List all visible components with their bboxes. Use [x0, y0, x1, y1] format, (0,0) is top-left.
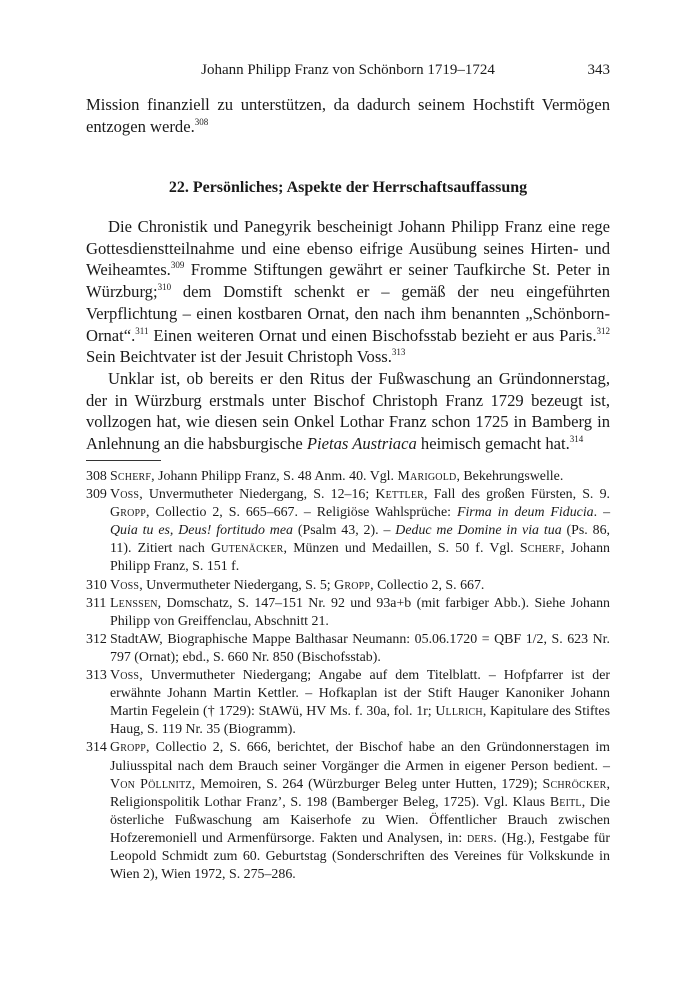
footnote-310: 310 Voss, Unvermutheter Niedergang, S. 5; Gropp, Collectio 2, S. 667.: [86, 577, 610, 595]
footnote-ref-312[interactable]: 312: [596, 325, 610, 336]
footnotes: [86, 468, 610, 884]
italic-term: Pietas Austriaca: [306, 434, 417, 454]
footnote-313: 313 Voss, Unvermutheter Niedergang; Angabe auf dem Titelblatt. – Hofpfarrer ist der erwähnte Johann Martin Kettler. – Hofkaplan ist der Stift Hauger Kanoniker Johann Martin Fegelein († 1729): StAWü, HV Ms. f. 30a, fol. 1r; Ullrich, Kapitulare des Stiftes Haug, S. 119 Nr. 35 (Biogramm).: [86, 668, 610, 738]
footnote-number: 311: [86, 595, 107, 611]
footnote-ref-313[interactable]: 313: [391, 347, 406, 358]
footnote-309: 309 Voss, Unvermutheter Niedergang, S. 12–16; Kettler, Fall des großen Fürsten, S. 9. Gropp, Collectio 2, S. 665–667. – Religiöse Wahlsprüche: Firma in deum Fiducia. – Quia tu es, Deus! fortitudo mea (Psalm 43, 2). – Deduc me Domine in via tua (Ps. 86, 11). Zitiert nach Gutenäcker, Münzen und Medaillen, S. 50 f. Vgl. Scherf, Johann Philipp Franz, S. 151 f.: [86, 487, 611, 575]
footnote-314: 314 Gropp, Collectio 2, S. 666, berichtet, der Bischof habe an den Gründonnerstagen im Juliusspital nach dem Brauch seiner Vorgänger die Armen in eigener Person bedient. – Von Pöllnitz, Memoiren, S. 264 (Würzburger Beleg unter Hutten, 1729); Schröcker, Religionspolitik Lothar Franz’, S. 198 (Bamberger Beleg, 1725). Vgl. Klaus Beitl, Die österliche Fußwaschung am Kaiserhofe zu Wien. Öffentlicher Brauch zwischen Hofzeremoniell und Armenfürsorge. Fakten und Analysen, in: ders. (Hg.), Festgabe für Leopold Schmidt zum 60. Geburtstag (Sonderschriften des Vereines für Volkskunde in Wien 2), Wien 1972, S. 275–286.: [86, 740, 611, 883]
footnote-312: 312 StadtAW, Biographische Mappe Balthasar Neumann: 05.06.1720 = QBF 1/2, S. 623 Nr. 797 (Ornat); ebd., S. 660 Nr. 850 (Bischofsstab).: [86, 631, 610, 665]
running-title: Johann Philipp Franz von Schönborn 1719–1724: [201, 62, 495, 78]
footnote-number: 314: [86, 740, 107, 756]
footnote-ref-311[interactable]: 311: [135, 325, 149, 336]
paragraph-devotion: Die Chronistik und Panegyrik bescheinigt Johann Philipp Franz eine rege Gottesdienstteilnahme und eine ebenso eifrige Ausübung seines Hirten- und Weiheamtes.$^{309}$ Fromme Stiftungen gewährt er seiner Taufkirche St. Peter in Würzburg;$^{310}$ dem Domstift schenkt er – gemäß der neu eingeführten Verpflichtung – einen kostbaren Ornat, den nach ihm benannten „Schönborn-Ornat“.$^{311}$ Einen weiteren Ornat und einen Bischofsstab bezieht er aus Paris.$^{312}$ Sein Beichtvater ist der Jesuit Christoph Voss.$^{313}$: [86, 217, 610, 367]
body-text: [86, 216, 610, 455]
footnote-divider: [86, 460, 161, 461]
paragraph: Mission finanziell zu unterstützen, da dadurch seinem Hochstift Vermögen entzogen werde.$^{308}$: [86, 95, 610, 136]
footnote-ref-308[interactable]: 308: [194, 116, 209, 127]
footnote-ref-310[interactable]: 310: [157, 282, 172, 293]
footnote-number: 309: [86, 487, 107, 503]
paragraph-foot-washing: Unklar ist, ob bereits er den Ritus der Fußwaschung an Gründonnerstag, der in Würzburg erstmals unter Bischof Christoph Franz 1729 bezeugt ist, vollzogen hat, wie diesen sein Onkel Lothar Franz schon 1725 in Bamberg in Anlehnung an die habsburgische Pietas Austriaca heimisch gemacht hat.$^{314}$: [86, 368, 610, 454]
footnote-311: 311 Lenssen, Domschatz, S. 147–151 Nr. 92 und 93a+b (mit farbiger Abb.). Siehe Johann Philipp von Greiffenclau, Abschnitt 21.: [86, 595, 610, 629]
body-paragraph-continuation: [86, 94, 610, 137]
footnote-ref-314[interactable]: 314: [569, 434, 584, 445]
footnote-number: 312: [86, 631, 107, 647]
footnote-number: 308: [86, 469, 107, 484]
section-heading: 22. Persönliches; Aspekte der Herrschaftsauffassung: [168, 179, 528, 196]
footnote-ref-309[interactable]: 309: [170, 260, 185, 271]
footnote-number: 313: [86, 668, 107, 684]
footnote-308: 308 Scherf, Johann Philipp Franz, S. 48 Anm. 40. Vgl. Marigold, Bekehrungswelle.: [86, 468, 610, 486]
footnote-number: 310: [86, 577, 107, 593]
running-head: [86, 62, 610, 82]
page-number: 343: [587, 62, 610, 78]
